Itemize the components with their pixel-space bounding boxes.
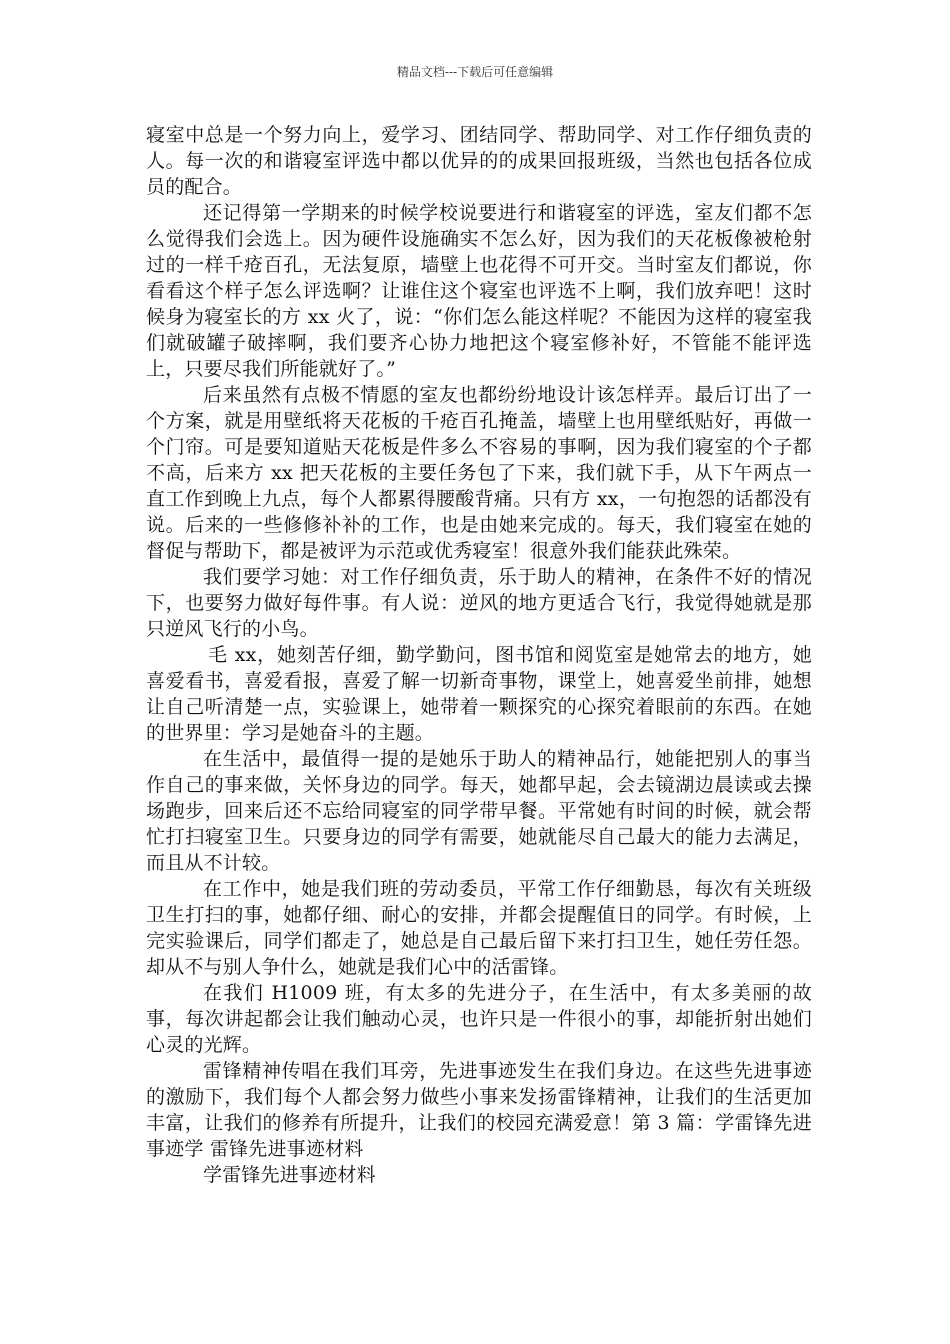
paragraph: 我们要学习她：对工作仔细负责，乐于助人的精神，在条件不好的情况下，也要努力做好每件事。有人说：逆风的地方更适合飞行，我觉得她就是那只逆风飞行的小鸟。	[146, 566, 812, 640]
paragraph: 在我们 H1009 班，有太多的先进分子，在生活中，有太多美丽的故事，每次讲起都会让我们触动心灵，也许只是一件很小的事，却能折射出她们心灵的光辉。	[146, 982, 812, 1056]
paragraph: 毛 xx，她刻苦仔细，勤学勤问，图书馆和阅览室是她常去的地方，她喜爱看书，喜爱看报，喜爱了解一切新奇事物，课堂上，她喜爱坐前排，她想让自己听清楚一点，实验课上，她带着一颗探究的心探究着眼前的东西。在她的世界里：学习是她奋斗的主题。	[146, 644, 812, 744]
paragraph: 在生活中，最值得一提的是她乐于助人的精神品行，她能把别人的事当作自己的事来做，关怀身边的同学。每天，她都早起，会去镜湖边晨读或去操场跑步，回来后还不忘给同寝室的同学带早餐。平常她有时间的时候，就会帮忙打扫寝室卫生。只要身边的同学有需要，她就能尽自己最大的能力去满足，而且从不计较。	[146, 748, 812, 874]
document-body	[146, 122, 812, 1188]
paragraph: 还记得第一学期来的时候学校说要进行和谐寝室的评选，室友们都不怎么觉得我们会选上。因为硬件设施确实不怎么好，因为我们的天花板像被枪射过的一样千疮百孔，无法复原，墙壁上也花得不可开交。当时室友们都说，你看看这个样子怎么评选啊？让谁住这个寝室也评选不上啊，我们放弃吧！这时候身为寝室长的方 xx 火了，说：“你们怎么能这样呢？不能因为这样的寝室我们就破罐子破摔啊，我们要齐心协力地把这个寝室修补好，不管能不能评选上，只要尽我们所能就好了。”	[146, 202, 812, 380]
page-header: 精品文档---下载后可任意编辑	[396, 65, 554, 79]
paragraph: 雷锋精神传唱在我们耳旁，先进事迹发生在我们身边。在这些先进事迹的激励下，我们每个人都会努力做些小事来发扬雷锋精神，让我们的生活更加丰富，让我们的修养有所提升，让我们的校园充满爱意！第 3 篇：学雷锋先进事迹学 雷锋先进事迹材料	[146, 1060, 812, 1160]
paragraph: 后来虽然有点极不情愿的室友也都纷纷地设计该怎样弄。最后订出了一个方案，就是用壁纸将天花板的千疮百孔掩盖，墙壁上也用壁纸贴好，再做一个门帘。可是要知道贴天花板是件多么不容易的事啊，因为我们寝室的个子都不高，后来方 xx 把天花板的主要任务包了下来，我们就下手，从下午两点一直工作到晚上九点，每个人都累得腰酸背痛。只有方 xx，一句抱怨的话都没有说。后来的一些修修补补的工作，也是由她来完成的。每天，我们寝室在她的督促与帮助下，都是被评为示范或优秀寝室！很意外我们能获此殊荣。	[146, 384, 812, 562]
section-title: 学雷锋先进事迹材料	[203, 1164, 376, 1186]
paragraph: 在工作中，她是我们班的劳动委员，平常工作仔细勤恳，每次有关班级卫生打扫的事，她都仔细、耐心的安排，并都会提醒值日的同学。有时候，上完实验课后，同学们都走了，她总是自己最后留下来打扫卫生，她任劳任怨。却从不与别人争什么，她就是我们心中的活雷锋。	[146, 878, 812, 978]
paragraph: 寝室中总是一个努力向上，爱学习、团结同学、帮助同学、对工作仔细负责的人。每一次的和谐寝室评选中都以优异的的成果回报班级，当然也包括各位成员的配合。	[146, 124, 812, 198]
